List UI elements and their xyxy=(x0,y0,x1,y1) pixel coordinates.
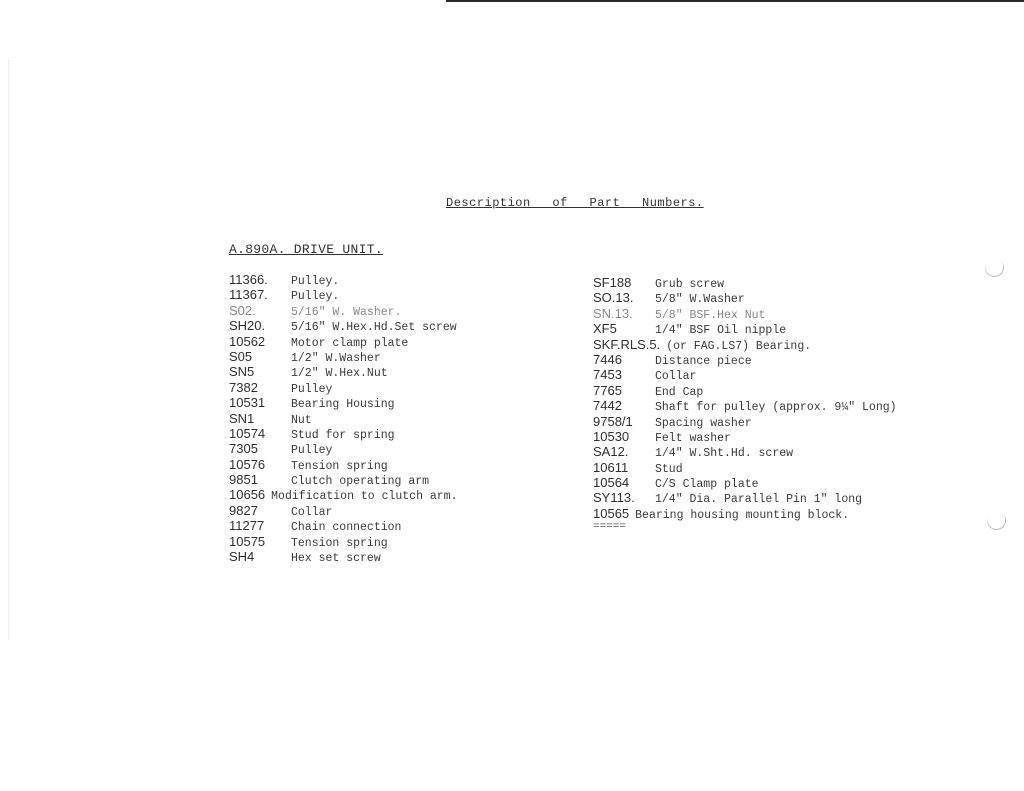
part-description: Bearing housing mounting block. xyxy=(635,508,850,522)
part-number: S05 xyxy=(229,348,253,364)
part-description: Motor clamp plate xyxy=(291,336,409,350)
part-number: 10574 xyxy=(229,425,266,441)
part-row xyxy=(593,275,953,290)
part-description: Felt washer xyxy=(655,431,731,445)
section-heading: A.890A. DRIVE UNIT. xyxy=(229,242,383,257)
part-description: 5/16" W.Hex.Hd.Set screw xyxy=(291,321,457,335)
part-number: SKF.RLS.5. xyxy=(593,336,661,352)
part-description: 1/4" Dia. Parallel Pin 1" long xyxy=(655,493,863,507)
part-row xyxy=(593,444,953,459)
part-number: 9758/1 xyxy=(593,413,633,429)
page-title: Description of Part Numbers. xyxy=(446,196,704,210)
part-number: 10531 xyxy=(229,395,266,411)
part-description: C/S Clamp plate xyxy=(655,478,759,492)
part-row xyxy=(593,414,953,429)
part-number: 11366. xyxy=(229,272,268,287)
part-number: 10562 xyxy=(229,333,266,349)
part-description: Modification to clutch arm. xyxy=(271,490,458,504)
part-row xyxy=(229,441,529,456)
part-number: SH20. xyxy=(229,318,266,334)
part-row xyxy=(229,472,529,487)
part-row xyxy=(593,290,953,305)
part-description: Pulley. xyxy=(291,290,340,304)
part-row xyxy=(229,426,529,441)
part-description: Collar xyxy=(655,370,697,384)
part-row xyxy=(593,321,953,336)
part-row xyxy=(593,460,953,475)
part-row xyxy=(593,367,953,382)
part-number: 7446 xyxy=(593,351,622,367)
part-description: 1/4" W.Sht.Hd. screw xyxy=(655,447,794,461)
part-number: SN.13. xyxy=(593,305,633,321)
part-number: 10656 xyxy=(229,487,266,503)
part-description: Clutch operating arm xyxy=(291,475,430,489)
part-description: End Cap xyxy=(655,385,704,399)
part-number: 10565 xyxy=(593,505,630,521)
part-number: 9827 xyxy=(229,502,258,518)
part-description: Pulley xyxy=(291,382,333,396)
part-description: Spacing washer xyxy=(655,416,752,430)
part-number: SH4 xyxy=(229,549,255,565)
part-row xyxy=(593,429,953,444)
part-row xyxy=(593,352,953,367)
part-row xyxy=(229,334,529,349)
part-number: 10564 xyxy=(593,475,630,491)
part-row xyxy=(229,364,529,379)
part-number: 10575 xyxy=(229,533,266,549)
part-number: SA12. xyxy=(593,444,629,460)
part-number: 11367. xyxy=(229,287,268,303)
part-description: 5/8" BSF.Hex Nut xyxy=(655,308,766,322)
part-description: (or FAG.LS7) Bearing. xyxy=(666,339,812,353)
part-number: 7765 xyxy=(593,382,622,398)
part-number: 7442 xyxy=(593,398,622,414)
part-description: Stud xyxy=(655,462,683,476)
part-row xyxy=(229,318,529,333)
part-number: SN1 xyxy=(229,410,255,426)
part-row xyxy=(593,337,953,352)
part-description: Hex set screw xyxy=(291,552,381,566)
part-description: Stud for spring xyxy=(291,428,395,442)
part-description: 1/2" W.Hex.Nut xyxy=(291,367,388,381)
part-row xyxy=(593,383,953,398)
part-description: Shaft for pulley (approx. 9¼" Long) xyxy=(655,401,897,415)
part-row xyxy=(229,380,529,395)
part-row xyxy=(229,457,529,472)
part-row xyxy=(593,306,953,321)
punch-hole-mark xyxy=(984,508,1009,533)
part-description: Bearing Housing xyxy=(291,398,395,412)
part-description: Collar xyxy=(291,505,333,519)
part-row xyxy=(229,534,529,549)
part-number: 10530 xyxy=(593,428,630,444)
parts-list-left xyxy=(229,272,529,564)
scan-edge-marks xyxy=(8,60,10,640)
part-description: 5/8" W.Washer xyxy=(655,293,745,307)
part-description: 1/2" W.Washer xyxy=(291,351,381,365)
part-row xyxy=(229,395,529,410)
part-number: XF5 xyxy=(593,321,617,337)
part-row xyxy=(229,411,529,426)
part-description: Distance piece xyxy=(655,354,752,368)
part-description: Nut xyxy=(291,413,312,427)
part-description: Pulley xyxy=(291,444,333,458)
part-number: SY113. xyxy=(593,490,635,506)
part-number: 11277 xyxy=(229,518,265,534)
part-row xyxy=(593,475,953,490)
part-row xyxy=(229,549,529,564)
part-row xyxy=(229,349,529,364)
part-number: 10576 xyxy=(229,456,266,472)
part-number: 7305 xyxy=(229,441,258,457)
part-number: 7382 xyxy=(229,379,258,395)
top-edge-rule xyxy=(446,0,1024,2)
part-description: Tension spring xyxy=(291,459,388,473)
part-description: 1/4" BSF Oil nipple xyxy=(655,324,787,338)
part-description: Pulley. xyxy=(291,275,340,288)
part-description: 5/16" W. Washer. xyxy=(291,305,402,319)
end-of-list-mark: ===== xyxy=(593,521,627,534)
part-number: SO.13. xyxy=(593,290,634,306)
part-description: Grub screw xyxy=(655,278,725,291)
part-number: SN5 xyxy=(229,364,255,380)
part-number: SF188 xyxy=(593,275,632,290)
part-number: S02. xyxy=(229,302,256,318)
part-row xyxy=(229,287,529,302)
part-number: 9851 xyxy=(229,472,258,488)
part-description: Tension spring xyxy=(291,536,388,550)
part-row xyxy=(229,503,529,518)
part-description: Chain connection xyxy=(291,521,402,535)
parts-list-right xyxy=(593,275,953,536)
part-row xyxy=(229,272,529,287)
part-number: 10611 xyxy=(593,459,629,475)
part-row xyxy=(593,506,953,521)
part-row xyxy=(229,303,529,318)
part-row xyxy=(593,398,953,413)
part-row xyxy=(593,490,953,505)
part-row xyxy=(229,518,529,533)
part-number: 7453 xyxy=(593,367,622,383)
part-row xyxy=(229,487,529,502)
punch-hole-mark xyxy=(982,255,1007,280)
